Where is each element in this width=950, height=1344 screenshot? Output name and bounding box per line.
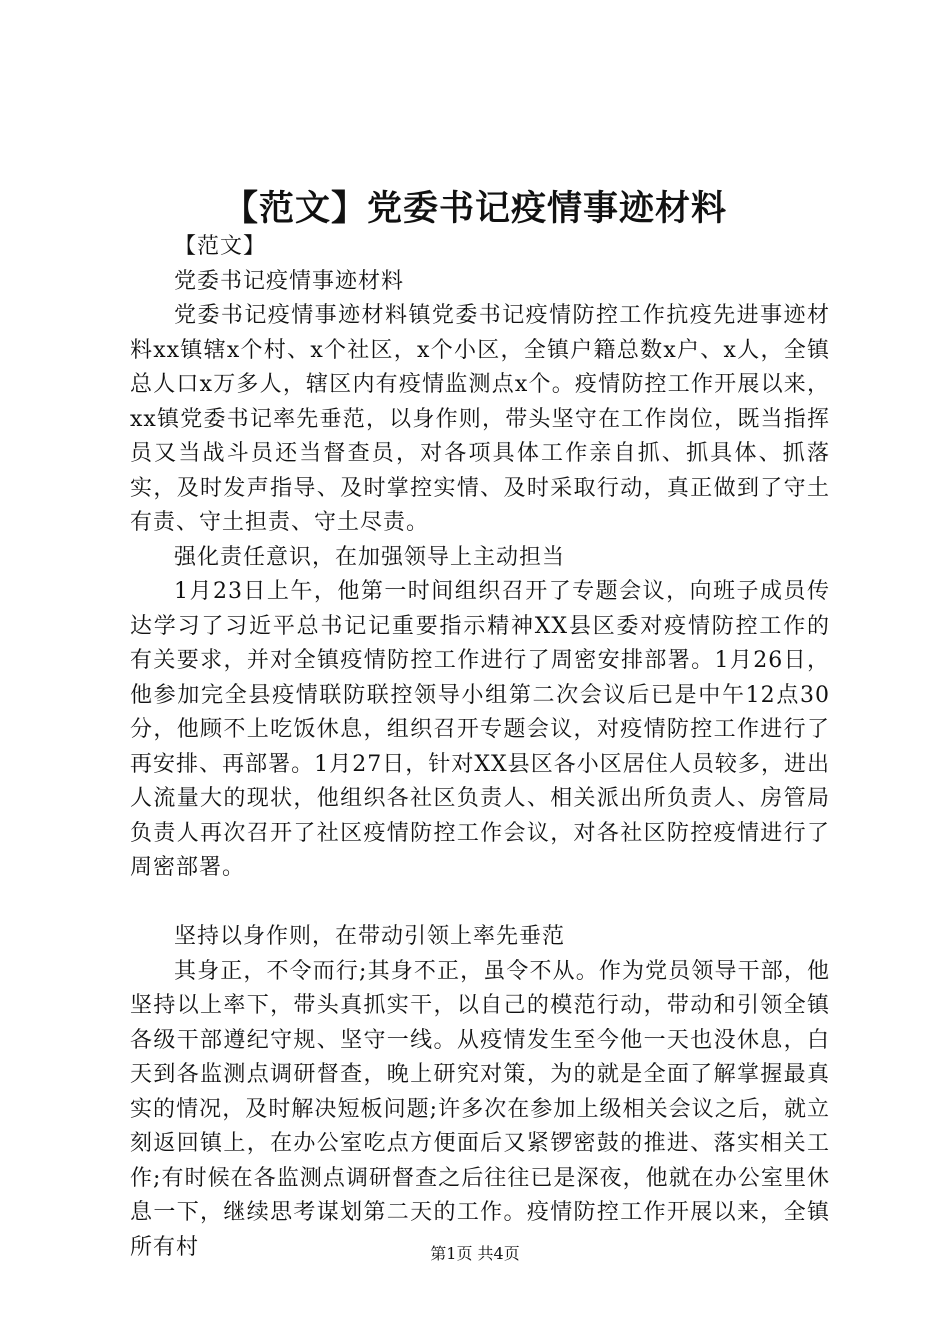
paragraph-responsibility: 1月23日上午，他第一时间组织召开了专题会议，向班子成员传达学习了习近平总书记记重要指示精神XX县区委对疫情防控工作的有关要求，并对全镇疫情防控工作进行了周密安排部署。1月26日，他参加完全县疫情联防联控领导小组第二次会议后已是中午12点30分，他顾不上吃饭休息，组织召开专题会议，对疫情防控工作进行了再安排、再部署。1月27日，针对XX县区各小区居住人员较多，进出人流量大的现状，他组织各社区负责人、相关派出所负责人、房管局负责人再次召开了社区疫情防控工作会议，对各社区防控疫情进行了周密部署。 <box>130 579 830 880</box>
paragraph-intro: 党委书记疫情事迹材料镇党委书记疫情防控工作抗疫先进事迹材料xx镇辖x个村、x个社区，x个小区，全镇户籍总数x户、x人，全镇总人口x万多人，辖区内有疫情监测点x个。疫情防控工作开展以来，xx镇党委书记率先垂范，以身作则，带头坚守在工作岗位，既当指挥员又当战斗员还当督查员，对各项具体工作亲自抓、抓具体、抓落实，及时发声指导、及时掌控实情、及时采取行动，真正做到了守土有责、守土担责、守土尽责。 <box>130 303 830 535</box>
document-title: 【范文】党委书记疫情事迹材料 <box>222 188 727 229</box>
paragraph-blank <box>130 886 830 921</box>
paragraph-subtitle: 党委书记疫情事迹材料 <box>174 268 405 294</box>
section-heading-responsibility: 强化责任意识，在加强领导上主动担当 <box>174 544 566 570</box>
document-body <box>130 230 830 1265</box>
paragraph-label: 【范文】 <box>174 234 267 259</box>
page-footer: 第1页 共4页 <box>430 1244 520 1263</box>
section-heading-example: 坚持以身作则，在带动引领上率先垂范 <box>174 924 566 949</box>
paragraph-example: 其身正，不令而行;其身不正，虽令不从。作为党员领导干部，他坚持以上率下，带头真抓实干，以自己的模范行动，带动和引领全镇各级干部遵纪守规、坚守一线。从疫情发生至今他一天也没休息，白天到各监测点调研督查，晚上研究对策，为的就是全面了解掌握最真实的情况，及时解决短板问题;许多次在参加上级相关会议之后，就立刻返回镇上，在办公室吃点方便面后又紧锣密鼓的推进、落实相关工作;有时候在各监测点调研督查之后往往已是深夜，他就在办公室里休息一下，继续思考谋划第二天的工作。疫情防控工作开展以来，全镇所有村 <box>130 958 830 1260</box>
